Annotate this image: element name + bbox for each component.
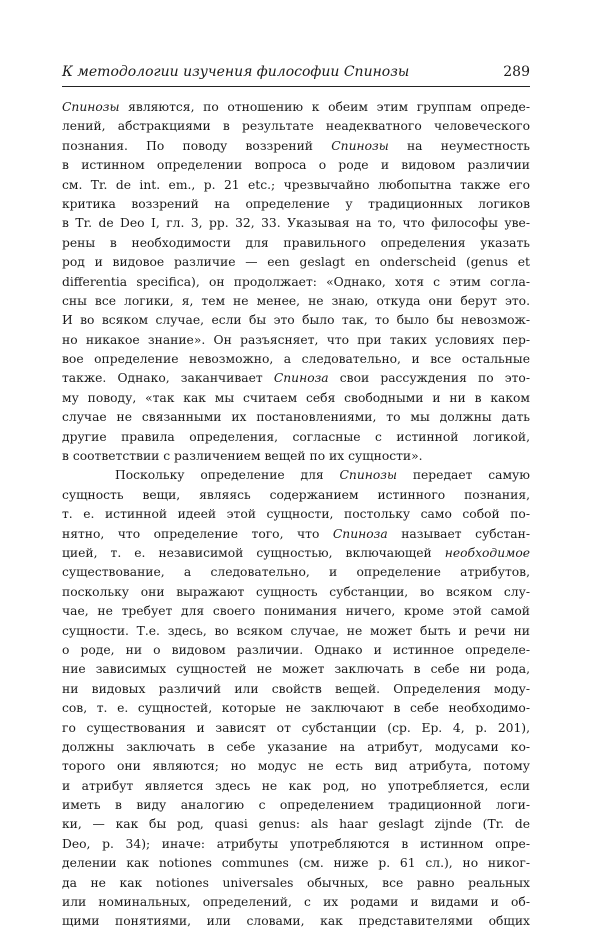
running-head (62, 64, 530, 86)
body-text (62, 98, 530, 932)
text-line (62, 525, 530, 544)
text-segment: Deo, p. 34); иначе: атрибуты употребляются в истинном опре- (62, 836, 530, 851)
text-segment: о роде, ни о видовом различии. Однако и истинное определе- (62, 642, 530, 657)
text-line (62, 835, 530, 854)
page-number: 289 (503, 64, 530, 80)
text-segment: или номинальных, определений, с их родами и видами и об- (62, 895, 530, 910)
text-segment: сущность вещи, являясь содержанием истинного познания, (62, 487, 530, 502)
text-segment: сущности. Т.е. здесь, во всяком случае, не может быть и речи ни (62, 623, 530, 638)
text-segment: т. е. истинной идеей этой сущности, постольку само собой по- (62, 507, 530, 522)
text-segment: случае не связанными их постановлениями, то мы должны дать (62, 410, 530, 425)
text-line (62, 757, 530, 776)
text-segment: называет субстан- (387, 526, 530, 541)
text-line (62, 137, 530, 156)
text-segment: поскольку они выражают сущность субстанции, во всяком слу- (62, 584, 530, 599)
text-segment: торого они являются; но модус не есть вид атрибута, потому (62, 759, 530, 774)
text-segment: в соответствии с различением вещей по их сущности». (62, 449, 423, 464)
italic-text: Спинозы (62, 100, 120, 114)
text-line (62, 796, 530, 815)
italic-text: Спиноза (273, 371, 329, 386)
text-line (62, 486, 530, 505)
text-segment: передает самую (397, 468, 530, 483)
text-segment: должны заключать в себе указание на атрибут, модусами ко- (62, 739, 530, 754)
text-line (62, 176, 530, 195)
running-title: К методологии изучения философии Спинозы (62, 64, 410, 80)
text-line (62, 505, 530, 524)
text-line (62, 854, 530, 873)
text-segment: и атрибут является здесь не как род, но употребляется, если (62, 778, 530, 793)
text-line (62, 466, 530, 485)
text-segment: существование, а следовательно, и определение атрибутов, (62, 565, 530, 580)
text-segment: также. Однако, заканчивает (62, 371, 274, 386)
text-segment: на неуместность (388, 138, 530, 153)
text-segment: род и видовое различие — een geslagt en onderscheid (genus et (62, 255, 530, 270)
paragraph (62, 98, 530, 466)
text-line (62, 350, 530, 369)
text-segment: чае, не требует для своего понимания ничего, кроме этой самой (62, 604, 530, 619)
text-line (62, 602, 530, 621)
text-segment: другие правила определения, согласные с истинной логикой, (62, 429, 530, 444)
text-line (62, 389, 530, 408)
text-line (62, 912, 530, 931)
text-segment: ние зависимых сущностей не может заключать в себе ни рода, (62, 662, 530, 677)
text-segment: го существования и зависят от субстанции (ср. Ep. 4, p. 201), (62, 720, 530, 735)
text-segment: да не как notiones universales обычных, все равно реальных (62, 875, 530, 890)
text-line (62, 447, 530, 466)
italic-text: Спиноза (332, 526, 388, 541)
text-line (62, 583, 530, 602)
text-line (62, 874, 530, 893)
text-segment: вое определение невозможно, а следовательно, и все остальные (62, 352, 530, 367)
text-segment: нятно, что определение того, что (62, 526, 333, 541)
italic-text: Спинозы (339, 468, 397, 483)
text-line (62, 815, 530, 834)
text-segment: но никакое знание». Он разъясняет, что при таких условиях пер- (62, 332, 530, 347)
text-line (62, 253, 530, 272)
text-segment: лений, абстракциями в результате неадекватного человеческого (62, 119, 530, 134)
text-line (62, 680, 530, 699)
text-segment: познания. По поводу воззрений (62, 138, 332, 153)
text-segment: сов, т. е. сущностей, которые не заключают в себе необходимо- (62, 701, 530, 716)
text-line (62, 622, 530, 641)
text-line (62, 311, 530, 330)
text-segment: критика воззрений на определение у традиционных логиков (62, 196, 530, 211)
text-segment: в Tr. de Deo I, гл. 3, pp. 32, 33. Указывая на то, что философы уве- (62, 216, 530, 231)
text-line (62, 719, 530, 738)
text-segment: свои рассуждения по это- (328, 371, 530, 386)
text-line (62, 544, 530, 563)
text-line (62, 563, 530, 582)
text-segment: differentia specifica), он продолжает: «Однако, хотя с этим согла- (62, 274, 530, 289)
text-line (62, 777, 530, 796)
italic-text: необходимое (444, 545, 530, 560)
text-segment: рены в необходимости для правильного определения указать (62, 235, 530, 250)
text-line (62, 214, 530, 233)
text-line (62, 660, 530, 679)
text-segment: делении как notiones communes (см. ниже p. 61 сл.), но никог- (62, 856, 530, 871)
header-rule (62, 86, 530, 87)
text-segment: в истинном определении вопроса о роде и видовом различии (62, 158, 530, 173)
text-line (62, 699, 530, 718)
text-line (62, 234, 530, 253)
text-segment: ки, — как бы род, quasi genus: als haar geslagt zijnde (Tr. de (62, 817, 530, 832)
text-line (62, 292, 530, 311)
text-segment: му поводу, «так как мы считаем себя свободными и ни в каком (62, 390, 530, 405)
text-segment: иметь в виду аналогию с определением традиционной логи- (62, 798, 530, 813)
text-segment: Поскольку определение для (115, 468, 340, 483)
text-line (62, 428, 530, 447)
italic-text: Спинозы (331, 138, 389, 153)
text-line (62, 98, 530, 117)
text-line (62, 408, 530, 427)
text-segment: цией, т. е. независимой сущностью, включающей (62, 545, 445, 560)
text-line (62, 156, 530, 175)
text-line (62, 893, 530, 912)
text-segment: см. Tr. de int. em., p. 21 etc.; чрезвычайно любопытна также его (62, 177, 530, 192)
paragraph (62, 466, 530, 931)
text-segment: ни видовых различий или свойств вещей. Определения моду- (62, 681, 530, 696)
text-line (62, 369, 530, 388)
text-segment: щими понятиями, или словами, как представителями общих (62, 914, 530, 929)
text-line (62, 117, 530, 136)
text-segment: И во всяком случае, если бы это было так, то было бы невозмож- (62, 313, 530, 328)
text-line (62, 641, 530, 660)
text-line (62, 331, 530, 350)
text-line (62, 273, 530, 292)
text-segment: являются, по отношению к обеим этим группам опреде- (119, 100, 530, 114)
text-line (62, 738, 530, 757)
text-line (62, 195, 530, 214)
text-segment: сны все логики, я, тем не менее, не знаю, откуда они берут это. (62, 293, 530, 308)
